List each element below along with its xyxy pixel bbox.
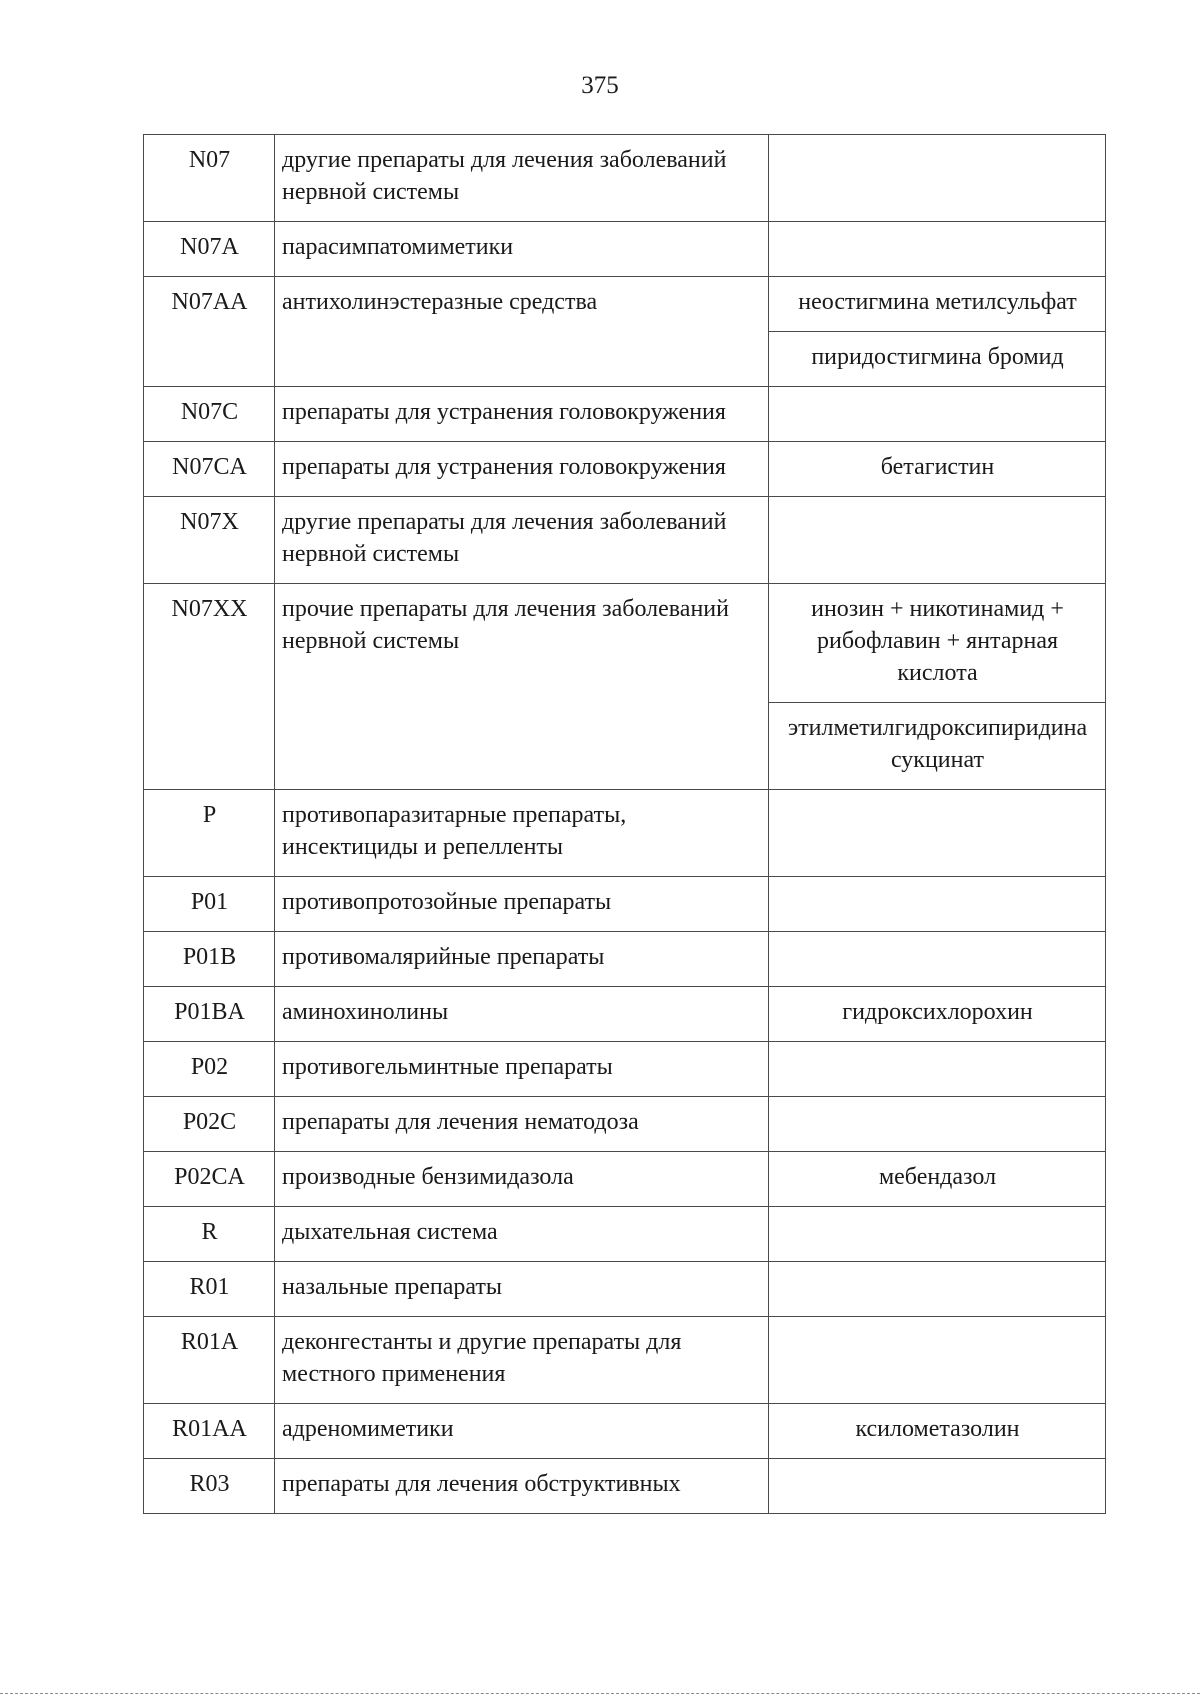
atc-code-cell: N07A — [144, 222, 275, 277]
group-description-cell: производные бензимидазола — [275, 1152, 769, 1207]
drug-name-cell — [769, 222, 1106, 277]
group-description-cell: адреномиметики — [275, 1404, 769, 1459]
table-row — [144, 277, 1106, 332]
drug-name-cell — [769, 1097, 1106, 1152]
drug-name-cell: этилметилгидроксипиридина сукцинат — [769, 703, 1106, 790]
drug-name-cell — [769, 135, 1106, 222]
table-row — [144, 1097, 1106, 1152]
table-row — [144, 1152, 1106, 1207]
atc-code-cell: N07AA — [144, 277, 275, 387]
drug-name-cell: бетагистин — [769, 442, 1106, 497]
atc-code-cell: N07X — [144, 497, 275, 584]
atc-code-cell: N07 — [144, 135, 275, 222]
drug-name-cell — [769, 1459, 1106, 1514]
group-description-cell: препараты для лечения обструктивных — [275, 1459, 769, 1514]
group-description-cell: прочие препараты для лечения заболеваний нервной системы — [275, 584, 769, 790]
table-row — [144, 1459, 1106, 1514]
group-description-cell: антихолинэстеразные средства — [275, 277, 769, 387]
drug-name-cell — [769, 1317, 1106, 1404]
group-description-cell: противопротозойные препараты — [275, 877, 769, 932]
atc-code-cell: P02 — [144, 1042, 275, 1097]
table-row — [144, 932, 1106, 987]
atc-code-cell: P02CA — [144, 1152, 275, 1207]
drug-name-cell — [769, 1042, 1106, 1097]
table-row — [144, 387, 1106, 442]
drug-name-cell: мебендазол — [769, 1152, 1106, 1207]
group-description-cell: дыхательная система — [275, 1207, 769, 1262]
atc-code-cell: R — [144, 1207, 275, 1262]
atc-code-cell: P01BA — [144, 987, 275, 1042]
atc-code-cell: R03 — [144, 1459, 275, 1514]
table-row — [144, 987, 1106, 1042]
table-row — [144, 442, 1106, 497]
atc-code-cell: R01A — [144, 1317, 275, 1404]
atc-code-cell: P01 — [144, 877, 275, 932]
table-row — [144, 1042, 1106, 1097]
table-row — [144, 584, 1106, 703]
atc-code-cell: N07XX — [144, 584, 275, 790]
atc-code-cell: P01B — [144, 932, 275, 987]
atc-code-cell: N07CA — [144, 442, 275, 497]
group-description-cell: другие препараты для лечения заболеваний нервной системы — [275, 135, 769, 222]
table-row — [144, 877, 1106, 932]
drug-name-cell — [769, 790, 1106, 877]
table-row — [144, 1404, 1106, 1459]
drug-name-cell — [769, 1207, 1106, 1262]
drug-name-cell: гидроксихлорохин — [769, 987, 1106, 1042]
group-description-cell: препараты для лечения нематодоза — [275, 1097, 769, 1152]
group-description-cell: назальные препараты — [275, 1262, 769, 1317]
table-row — [144, 1262, 1106, 1317]
table-row — [144, 790, 1106, 877]
page-number: 375 — [581, 72, 619, 99]
drug-name-cell — [769, 877, 1106, 932]
drug-name-cell: неостигмина метилсульфат — [769, 277, 1106, 332]
bottom-rule — [0, 1693, 1200, 1695]
group-description-cell: аминохинолины — [275, 987, 769, 1042]
drug-name-cell — [769, 387, 1106, 442]
group-description-cell: другие препараты для лечения заболеваний нервной системы — [275, 497, 769, 584]
drug-name-cell — [769, 932, 1106, 987]
drug-name-cell: пиридостигмина бромид — [769, 332, 1106, 387]
table-row — [144, 1317, 1106, 1404]
drug-name-cell — [769, 497, 1106, 584]
group-description-cell: парасимпатомиметики — [275, 222, 769, 277]
table-row — [144, 1207, 1106, 1262]
group-description-cell: препараты для устранения головокружения — [275, 442, 769, 497]
atc-code-cell: R01AA — [144, 1404, 275, 1459]
group-description-cell: противогельминтные препараты — [275, 1042, 769, 1097]
drug-classification-table — [143, 134, 1106, 1514]
table-row — [144, 497, 1106, 584]
table-row — [144, 135, 1106, 222]
drug-name-cell: ксилометазолин — [769, 1404, 1106, 1459]
group-description-cell: противомалярийные препараты — [275, 932, 769, 987]
atc-code-cell: R01 — [144, 1262, 275, 1317]
atc-code-cell: P02C — [144, 1097, 275, 1152]
table-row — [144, 222, 1106, 277]
atc-code-cell: N07C — [144, 387, 275, 442]
group-description-cell: противопаразитарные препараты, инсектициды и репелленты — [275, 790, 769, 877]
group-description-cell: деконгестанты и другие препараты для местного применения — [275, 1317, 769, 1404]
drug-name-cell: инозин + никотинамид + рибофлавин + янтарная кислота — [769, 584, 1106, 703]
drug-name-cell — [769, 1262, 1106, 1317]
group-description-cell: препараты для устранения головокружения — [275, 387, 769, 442]
atc-code-cell: P — [144, 790, 275, 877]
table-body — [144, 135, 1106, 1514]
